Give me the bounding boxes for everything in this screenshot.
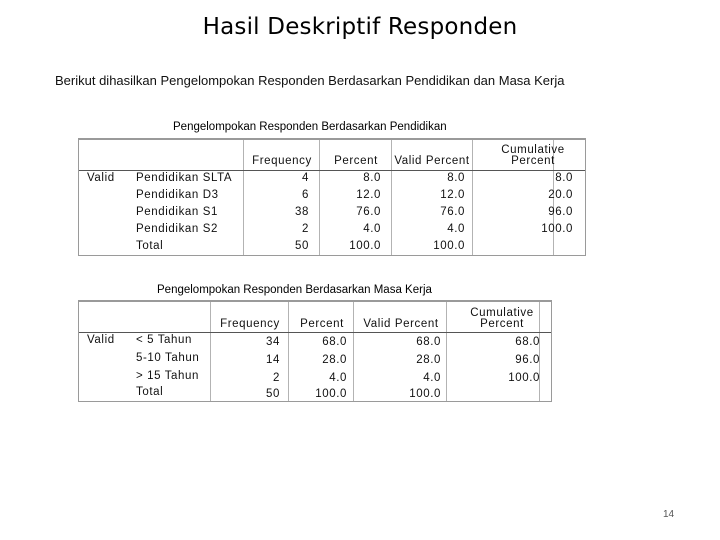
cell-frequency: 2 [273,372,280,384]
header-cumulative-line1: Cumulative [501,144,565,156]
row-label: 5-10 Tahun [136,352,200,364]
cell-cumulative: 100.0 [508,372,540,384]
row-label: Pendidikan D3 [136,189,219,201]
column-divider [243,140,244,255]
header-valid-percent: Valid Percent [363,318,439,330]
column-divider [210,302,211,401]
header-frequency: Frequency [252,155,312,167]
header-percent: Percent [300,318,344,330]
cell-valid-percent: 68.0 [416,336,441,348]
header-divider [79,170,585,171]
table-caption-masa-kerja: Pengelompokan Responden Berdasarkan Masa Kerja [157,284,432,296]
column-divider [391,140,392,255]
cell-cumulative: 100.0 [541,223,573,235]
total-valid-percent: 100.0 [409,388,441,400]
cell-cumulative: 20.0 [548,189,573,201]
slide-title: Hasil Deskriptif Responden [202,14,518,40]
header-percent: Percent [334,155,378,167]
total-valid-percent: 100.0 [433,240,465,252]
total-label: Total [136,240,164,252]
header-valid-percent: Valid Percent [394,155,470,167]
cell-percent: 28.0 [322,354,347,366]
cell-percent: 76.0 [356,206,381,218]
row-label: Pendidikan S1 [136,206,218,218]
row-label: Pendidikan S2 [136,223,218,235]
total-frequency: 50 [295,240,309,252]
total-percent: 100.0 [349,240,381,252]
cell-frequency: 34 [266,336,280,348]
table-masa-kerja [78,300,552,402]
header-cumulative-line2: Percent [480,318,524,330]
row-label: < 5 Tahun [136,334,193,346]
header-cumulative-line2: Percent [511,155,555,167]
cell-frequency: 4 [302,172,309,184]
row-group-label: Valid [87,334,115,346]
cell-cumulative: 68.0 [515,336,540,348]
total-percent: 100.0 [315,388,347,400]
cell-valid-percent: 8.0 [447,172,465,184]
cell-percent: 4.0 [329,372,347,384]
column-divider [288,302,289,401]
cell-cumulative: 8.0 [555,172,573,184]
header-divider [79,332,551,333]
header-frequency: Frequency [220,318,280,330]
row-group-label: Valid [87,172,115,184]
page-number: 14 [663,509,675,520]
cell-valid-percent: 28.0 [416,354,441,366]
cell-cumulative: 96.0 [548,206,573,218]
total-frequency: 50 [266,388,280,400]
cell-valid-percent: 4.0 [423,372,441,384]
cell-valid-percent: 12.0 [440,189,465,201]
cell-frequency: 38 [295,206,309,218]
cell-cumulative: 96.0 [515,354,540,366]
row-label: Pendidikan SLTA [136,172,233,184]
column-divider [353,302,354,401]
cell-frequency: 2 [302,223,309,235]
cell-percent: 68.0 [322,336,347,348]
cell-valid-percent: 76.0 [440,206,465,218]
table-caption-pendidikan: Pengelompokan Responden Berdasarkan Pendidikan [173,121,447,133]
cell-frequency: 14 [266,354,280,366]
column-divider [446,302,447,401]
cell-frequency: 6 [302,189,309,201]
header-cumulative-line1: Cumulative [470,307,534,319]
cell-percent: 4.0 [363,223,381,235]
cell-valid-percent: 4.0 [447,223,465,235]
column-divider [472,140,473,255]
table-pendidikan [78,138,586,256]
intro-text: Berikut dihasilkan Pengelompokan Responden Berdasarkan Pendidikan dan Masa Kerja [55,73,565,88]
total-label: Total [136,386,164,398]
cell-percent: 8.0 [363,172,381,184]
cell-percent: 12.0 [356,189,381,201]
row-label: > 15 Tahun [136,370,200,382]
column-divider [319,140,320,255]
